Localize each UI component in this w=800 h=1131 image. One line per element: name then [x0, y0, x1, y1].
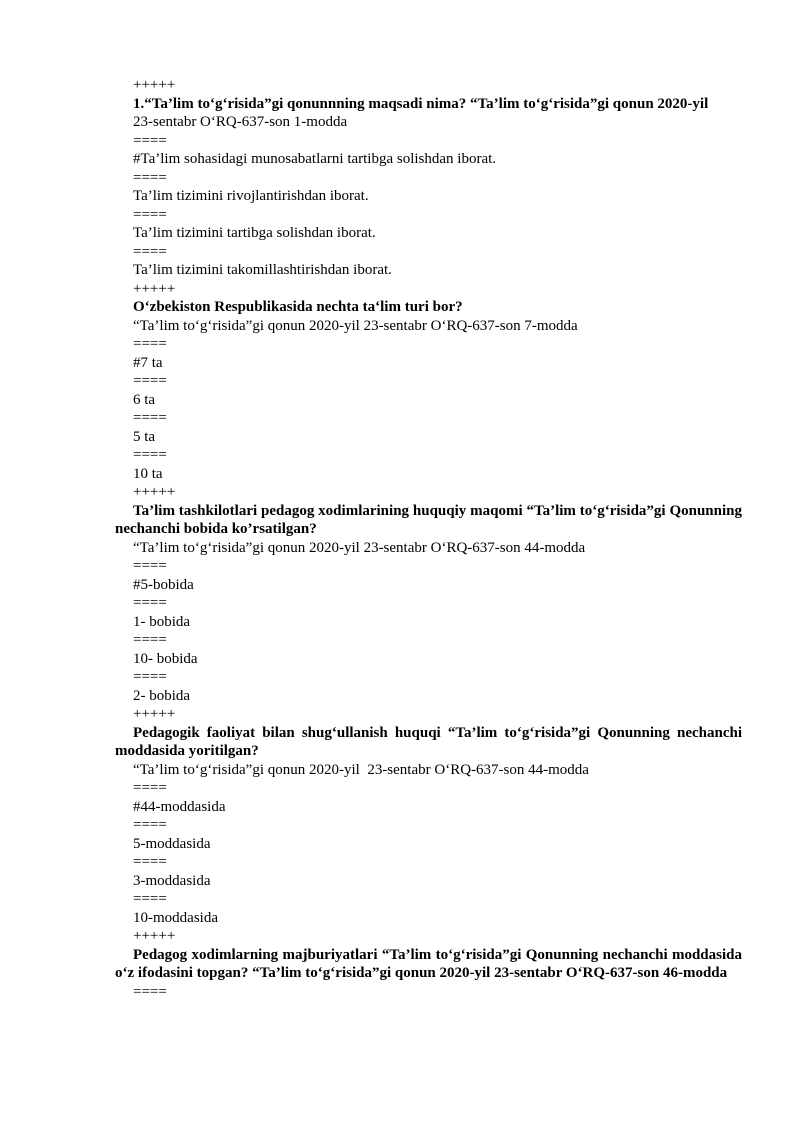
answer-line: “Ta’lim to‘g‘risida”gi qonun 2020-yil 23-sentabr O‘RQ-637-son 7-modda: [133, 317, 578, 334]
answer-line: 1- bobida: [133, 613, 191, 630]
document-page: [115, 76, 746, 1001]
answer-line: 5-moddasida: [133, 835, 211, 852]
answer-line: #Ta’lim sohasidagi munosabatlarni tartibga solishdan iborat.: [133, 151, 497, 167]
answer-line: 2- bobida: [133, 687, 191, 704]
question-text: Ta’lim tashkilotlari pedagog xodimlarining huquqiy maqomi “Ta’lim to‘g‘risida”gi Qonunning nechanchi bobida ko’rsatilgan?: [115, 502, 746, 537]
answer-line: Ta’lim tizimini takomillashtirishdan iborat.: [133, 262, 392, 278]
answer-separator: ====: [133, 336, 167, 352]
question-separator: +++++: [133, 706, 176, 722]
answer-line: 3-moddasida: [133, 872, 211, 889]
answer-separator: ====: [133, 410, 167, 426]
answer-separator: ====: [133, 983, 167, 1000]
answer-line: #5-bobida: [133, 576, 194, 593]
answer-separator: ====: [133, 669, 167, 685]
answer-line: “Ta’lim to‘g‘risida”gi qonun 2020-yil 23-sentabr O‘RQ-637-son 44-modda: [133, 761, 589, 778]
question-text: Pedagogik faoliyat bilan shug‘ullanish huquqi “Ta’lim to‘g‘risida”gi Qonunning nechanchi moddasida yoritilgan?: [115, 724, 746, 759]
answer-separator: ====: [133, 780, 167, 796]
answer-separator: ====: [133, 632, 167, 648]
question-separator: +++++: [133, 484, 176, 500]
answer-separator: ====: [133, 373, 167, 389]
question-text: O‘zbekiston Respublikasida nechta ta‘lim turi bor?: [133, 299, 463, 315]
question-text: 1.“Ta’lim to‘g‘risida”gi qonunnning maqsadi nima? “Ta’lim to‘g‘risida”gi qonun 2020-yil: [133, 95, 709, 112]
answer-line: #7 ta: [133, 354, 163, 371]
answer-separator: ====: [133, 854, 167, 870]
answer-separator: ====: [133, 447, 167, 463]
answer-separator: ====: [133, 132, 167, 149]
answer-line: 10 ta: [133, 465, 163, 482]
question-separator: +++++: [133, 928, 176, 944]
answer-line: Ta’lim tizimini rivojlantirishdan iborat.: [133, 188, 369, 204]
answer-separator: ====: [133, 558, 167, 574]
answer-line: 5 ta: [133, 428, 156, 445]
answer-separator: ====: [133, 891, 167, 907]
question-separator: +++++: [133, 280, 176, 297]
answer-separator: ====: [133, 817, 167, 833]
answer-line: 10- bobida: [133, 650, 198, 667]
answer-line: “Ta’lim to‘g‘risida”gi qonun 2020-yil 23-sentabr O‘RQ-637-son 44-modda: [133, 539, 586, 556]
question-separator: +++++: [133, 77, 176, 93]
answer-separator: ====: [133, 243, 167, 260]
question-text: Pedagog xodimlarning majburiyatlari “Ta’lim to‘g‘risida”gi Qonunning nechanchi moddasida o‘z ifodasini topgan? “Ta’lim to‘g‘risida”gi qonun 2020-yil 23-sentabr O‘RQ-637-son 46-modda: [115, 946, 746, 981]
answer-separator: ====: [133, 595, 167, 611]
answer-line: Ta’lim tizimini tartibga solishdan iborat.: [133, 225, 376, 241]
answer-line: 23-sentabr O‘RQ-637-son 1-modda: [133, 114, 348, 130]
answer-line: 6 ta: [133, 391, 156, 408]
answer-separator: ====: [133, 206, 167, 223]
answer-line: #44-moddasida: [133, 798, 226, 815]
answer-line: 10-moddasida: [133, 909, 218, 926]
answer-separator: ====: [133, 169, 167, 186]
